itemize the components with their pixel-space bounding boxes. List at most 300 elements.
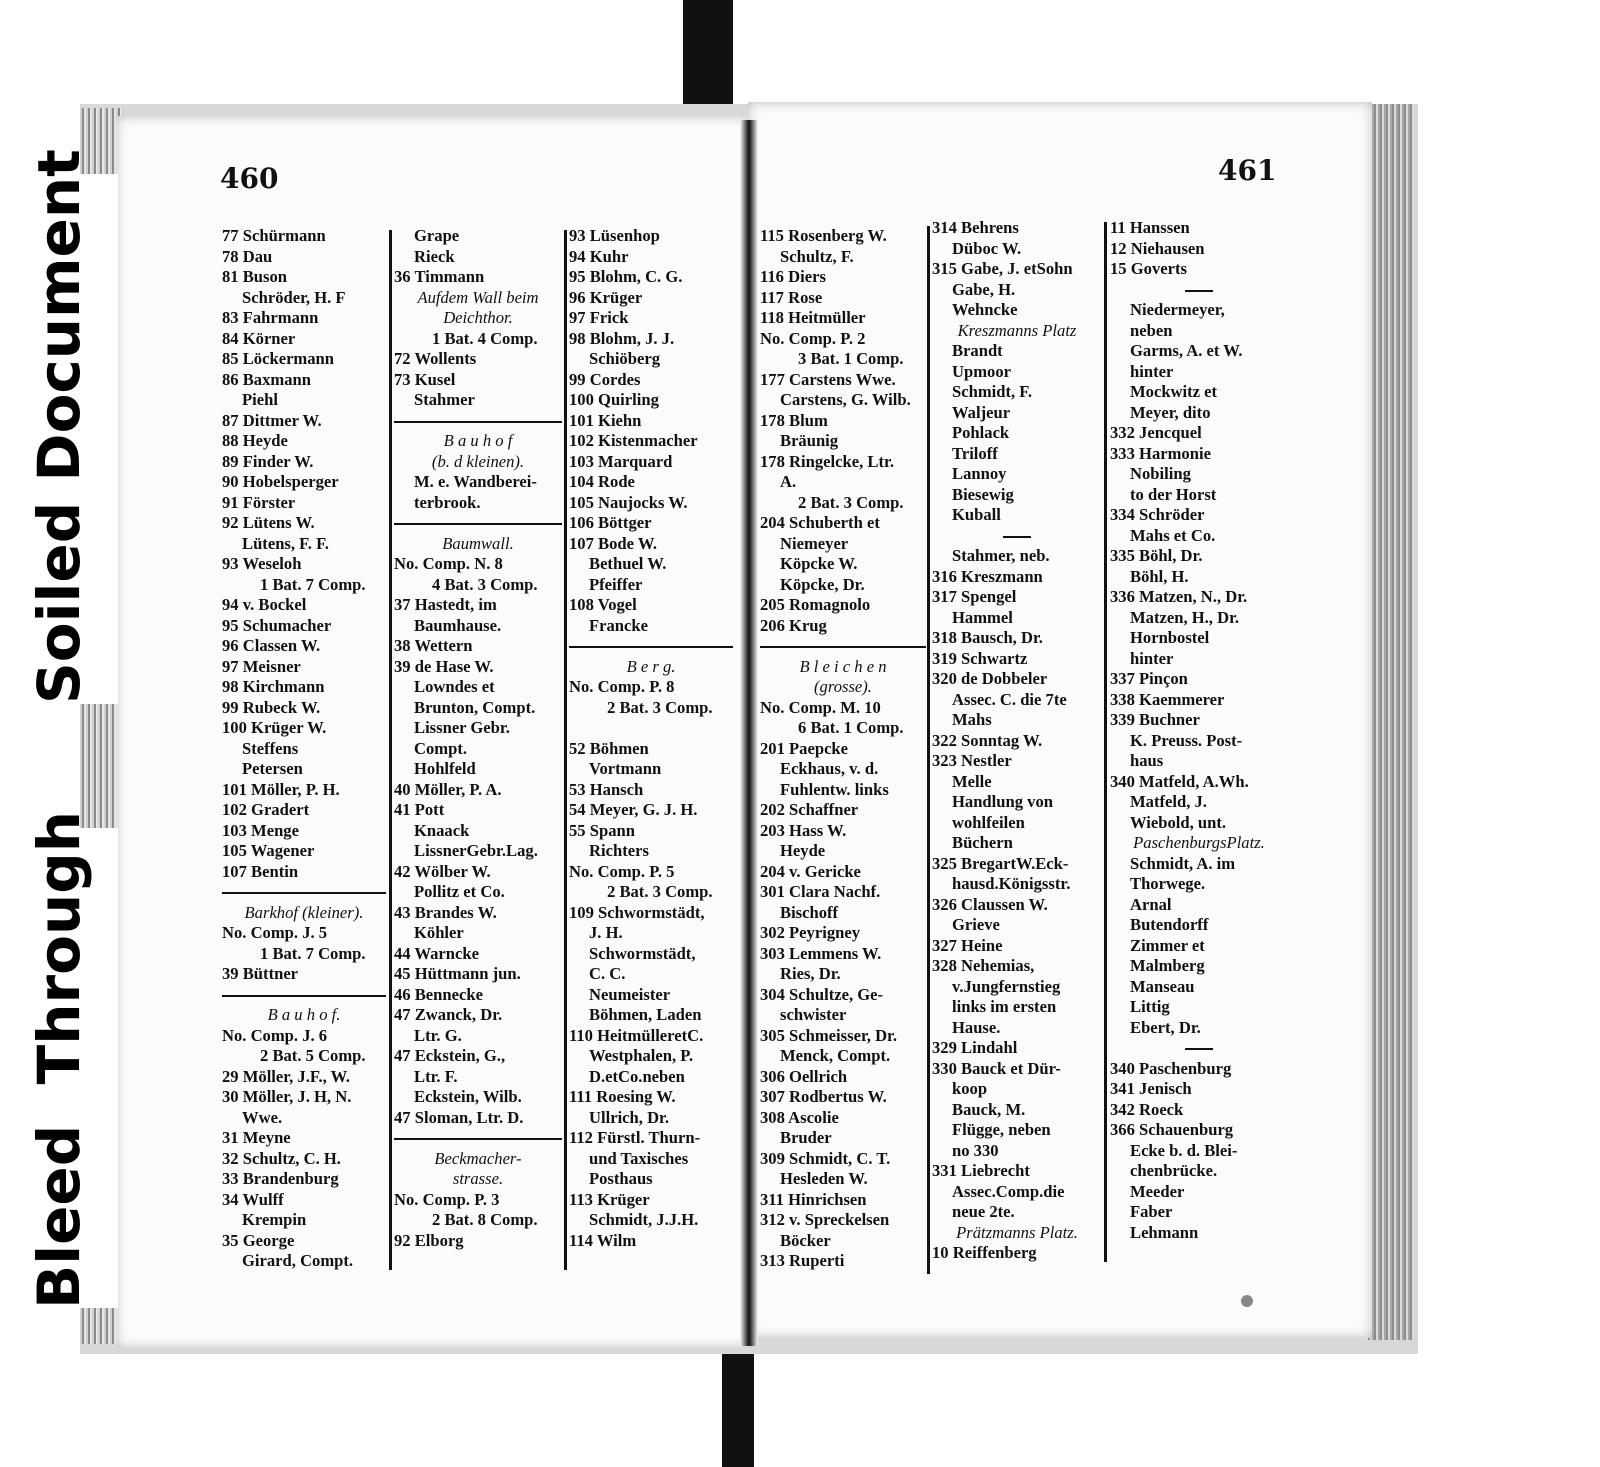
battalion-line: 2 Bat. 5 Comp. (260, 1046, 366, 1065)
directory-entry: 330 Bauck et Dür- (932, 1058, 1061, 1078)
directory-entry: 105 Naujocks W. (569, 492, 688, 512)
directory-column-5 (932, 218, 1102, 1264)
directory-entry: 313 Ruperti (760, 1251, 845, 1270)
directory-entry: Hammel (952, 607, 1013, 627)
directory-entry: Schiöberg (589, 349, 660, 368)
directory-entry: 334 Schröder (1110, 505, 1205, 524)
directory-entry: 11 Hanssen (1110, 218, 1190, 237)
directory-entry: 325 BregartW.Eck- (932, 853, 1069, 873)
directory-entry: 110 HeitmülleretC. (569, 1025, 704, 1045)
directory-entry: 111 Roesing W. (569, 1087, 676, 1106)
directory-entry: Bräunig (780, 431, 839, 450)
directory-entry: 204 Schuberth et (760, 513, 880, 532)
directory-entry: 94 Kuhr (569, 246, 629, 266)
section-heading: (grosse). (814, 677, 872, 696)
directory-entry: 96 Classen W. (222, 636, 321, 655)
directory-entry: Assec.Comp.die (952, 1181, 1065, 1201)
directory-entry: 102 Kistenmacher (569, 431, 698, 450)
ink-spot (1241, 1295, 1253, 1307)
directory-entry: Eckhaus, v. d. (780, 759, 879, 778)
directory-entry: 332 Jencquel (1110, 423, 1202, 442)
directory-entry: Heyde (780, 841, 826, 860)
directory-entry: 333 Harmonie (1110, 443, 1211, 463)
directory-entry: Hesleden W. (780, 1169, 868, 1188)
directory-entry: Bischoff (780, 902, 839, 922)
directory-entry: Wwe. (242, 1107, 283, 1127)
directory-entry: 178 Ringelcke, Ltr. (760, 451, 894, 471)
directory-entry: haus (1130, 751, 1164, 770)
directory-entry: Matzen, H., Dr. (1130, 607, 1240, 627)
section-heading: Deichthor. (443, 308, 513, 327)
directory-entry: M. e. Wandberei- (414, 472, 537, 491)
directory-entry: 78 Dau (222, 246, 273, 266)
column-rule (1104, 222, 1107, 1262)
directory-entry: Niedermeyer, (1130, 300, 1225, 319)
directory-entry: Rieck (414, 246, 455, 266)
directory-entry: v.Jungfernstieg (952, 976, 1061, 996)
directory-entry: Garms, A. et W. (1130, 341, 1243, 360)
directory-entry: Düboc W. (952, 238, 1022, 258)
battalion-line: 1 Bat. 4 Comp. (432, 328, 538, 348)
directory-entry: 329 Lindahl (932, 1038, 1018, 1057)
battalion-line: 2 Bat. 8 Comp. (432, 1210, 538, 1229)
directory-entry: hinter (1130, 648, 1174, 668)
directory-column-1 (222, 226, 386, 1272)
directory-entry: hausd.Königsstr. (952, 874, 1071, 893)
directory-entry: 99 Cordes (569, 369, 641, 389)
directory-entry: 41 Pott (394, 800, 445, 819)
directory-entry: 104 Rode (569, 472, 635, 491)
directory-entry: 312 v. Spreckelsen (760, 1210, 890, 1229)
company-line: No. Comp. J. 5 (222, 923, 328, 942)
directory-entry: 101 Möller, P. H. (222, 779, 340, 799)
section-heading: B a u h o f. (267, 1005, 341, 1024)
directory-entry: 92 Lütens W. (222, 513, 315, 532)
directory-entry: Ebert, Dr. (1130, 1017, 1201, 1037)
directory-entry: 93 Lüsenhop (569, 226, 660, 245)
directory-entry: 91 Förster (222, 492, 296, 512)
directory-entry: 303 Lemmens W. (760, 943, 882, 963)
directory-entry: Ullrich, Dr. (589, 1107, 670, 1127)
directory-entry: Upmoor (952, 361, 1011, 381)
directory-entry: 33 Brandenburg (222, 1169, 339, 1188)
directory-entry: 366 Schauenburg (1110, 1120, 1234, 1139)
directory-entry: Pfeiffer (589, 574, 643, 594)
directory-entry: chenbrücke. (1130, 1161, 1218, 1180)
directory-entry: D.etCo.neben (589, 1066, 685, 1086)
directory-entry: Hause. (952, 1017, 1001, 1037)
directory-entry: 39 Büttner (222, 964, 299, 983)
directory-entry: Waljeur (952, 402, 1011, 422)
section-heading: B e r g. (626, 656, 676, 676)
directory-entry: 31 Meyne (222, 1128, 291, 1147)
directory-entry: 203 Hass W. (760, 820, 847, 840)
battalion-line: 2 Bat. 3 Comp. (607, 697, 713, 717)
directory-entry: 337 Pinçon (1110, 669, 1188, 688)
directory-entry: Manseau (1130, 976, 1195, 996)
section-rule (394, 1128, 562, 1149)
directory-entry: 202 Schaffner (760, 800, 859, 819)
soiled-document-text: Soiled Document (25, 149, 93, 704)
directory-entry: 107 Bode W. (569, 533, 658, 553)
directory-entry: Faber (1130, 1202, 1173, 1221)
directory-entry: 314 Behrens (932, 218, 1019, 237)
directory-entry: 47 Sloman, Ltr. D. (394, 1107, 524, 1127)
book-spine-bottom (722, 1346, 754, 1467)
directory-entry: 45 Hüttmann jun. (394, 964, 521, 983)
directory-entry: Lütens, F. F. (242, 533, 329, 553)
directory-entry: Böhl, H. (1130, 566, 1189, 586)
directory-column-2 (394, 226, 562, 1251)
section-rule (222, 985, 386, 1006)
directory-entry: Krempin (242, 1210, 307, 1229)
directory-entry: 315 Gabe, J. etSohn (932, 259, 1073, 278)
directory-entry: Köpcke W. (780, 554, 858, 573)
directory-entry: Zimmer et (1130, 935, 1205, 955)
directory-entry: Lannoy (952, 464, 1007, 483)
directory-entry: 106 Böttger (569, 513, 652, 532)
directory-entry: Baumhause. (414, 615, 502, 635)
directory-entry: Bruder (780, 1128, 832, 1147)
section-rule (569, 636, 733, 657)
directory-entry: Stahmer, neb. (952, 546, 1050, 565)
directory-entry: 94 v. Bockel (222, 595, 307, 614)
directory-entry: 89 Finder W. (222, 451, 314, 471)
directory-entry: Pollitz et Co. (414, 882, 505, 901)
directory-entry: 10 Reiffenberg (932, 1243, 1037, 1262)
directory-entry: 100 Quirling (569, 390, 659, 409)
directory-entry: Thorwege. (1130, 874, 1206, 893)
directory-entry: Petersen (242, 759, 303, 778)
directory-entry: 206 Krug (760, 615, 827, 635)
directory-entry: 306 Oellrich (760, 1066, 848, 1086)
directory-entry: 327 Heine (932, 935, 1003, 955)
directory-entry: 301 Clara Nachf. (760, 882, 881, 901)
directory-entry: Flügge, neben (952, 1120, 1051, 1139)
directory-entry: Malmberg (1130, 956, 1205, 975)
directory-entry: 29 Möller, J.F., W. (222, 1066, 350, 1086)
directory-entry: 103 Menge (222, 820, 299, 840)
directory-entry: 204 v. Gericke (760, 861, 861, 881)
directory-entry: 331 Liebrecht (932, 1161, 1030, 1180)
directory-entry: Vortmann (589, 759, 662, 778)
directory-entry: 90 Hobelsperger (222, 472, 339, 491)
directory-entry: 99 Rubeck W. (222, 697, 321, 717)
directory-entry: Stahmer (414, 390, 475, 409)
directory-entry: 47 Eckstein, G., (394, 1046, 506, 1065)
directory-entry (569, 718, 733, 739)
directory-entry: Pohlack (952, 423, 1010, 442)
battalion-line: 3 Bat. 1 Comp. (798, 349, 904, 368)
directory-entry: 304 Schultze, Ge- (760, 984, 884, 1004)
battalion-line: 1 Bat. 7 Comp. (260, 943, 366, 963)
book-gutter (740, 120, 758, 1346)
directory-entry: Meyer, dito (1130, 402, 1211, 422)
section-rule (760, 636, 926, 657)
directory-entry: 88 Heyde (222, 431, 288, 450)
section-heading: Beckmacher- (434, 1148, 522, 1168)
directory-entry: Schmidt, A. im (1130, 853, 1236, 873)
directory-entry: 100 Krüger W. (222, 718, 327, 737)
directory-entry: Littig (1130, 997, 1170, 1016)
section-heading: PaschenburgsPlatz. (1133, 833, 1265, 852)
directory-entry: neue 2te. (952, 1202, 1015, 1221)
directory-entry: 37 Hastedt, im (394, 595, 497, 614)
section-heading: Aufdem Wall beim (417, 287, 539, 307)
directory-entry: und Taxisches (589, 1148, 689, 1168)
directory-entry: Mahs (952, 710, 992, 729)
section-heading: B l e i c h e n (799, 656, 887, 676)
directory-entry: 116 Diers (760, 267, 826, 286)
directory-entry: Gabe, H. (952, 279, 1016, 299)
column-rule (389, 230, 392, 1270)
directory-entry: Schröder, H. F (242, 287, 346, 307)
directory-entry: Brandt (952, 341, 1003, 360)
directory-entry: 205 Romagnolo (760, 595, 871, 614)
directory-entry: Hornbostel (1130, 628, 1210, 647)
battalion-line: 1 Bat. 7 Comp. (260, 574, 366, 594)
directory-entry: Knaack (414, 820, 470, 840)
directory-entry: Wiebold, unt. (1130, 812, 1227, 832)
directory-entry: 87 Dittmer W. (222, 410, 322, 430)
directory-entry: J. H. (589, 923, 623, 942)
battalion-line: 2 Bat. 3 Comp. (607, 882, 713, 901)
directory-entry: Matfeld, J. (1130, 792, 1207, 811)
company-line: No. Comp. J. 6 (222, 1025, 328, 1045)
directory-entry: 335 Böhl, Dr. (1110, 546, 1203, 565)
directory-entry: 107 Bentin (222, 861, 299, 881)
directory-entry: 302 Peyrigney (760, 923, 861, 942)
section-rule (222, 882, 386, 903)
directory-entry: 53 Hansch (569, 779, 644, 799)
directory-entry: 43 Brandes W. (394, 902, 497, 922)
directory-entry: 322 Sonntag W. (932, 730, 1043, 750)
directory-entry: Schmidt, J.J.H. (589, 1210, 699, 1229)
directory-entry: 95 Schumacher (222, 615, 332, 635)
directory-entry: 96 Krüger (569, 287, 643, 307)
directory-entry: Richters (589, 841, 649, 860)
section-dash (932, 526, 1102, 547)
directory-entry: 177 Carstens Wwe. (760, 369, 896, 389)
section-rule (394, 411, 562, 432)
directory-entry: Mockwitz et (1130, 382, 1218, 401)
directory-entry: 77 Schürmann (222, 226, 326, 245)
directory-entry: Arnal (1130, 894, 1172, 914)
directory-entry: Büchern (952, 833, 1013, 852)
directory-entry: 117 Rose (760, 287, 823, 307)
directory-entry: Butendorff (1130, 915, 1209, 934)
section-heading: Kreszmanns Platz (957, 320, 1077, 340)
directory-entry: links im ersten (952, 997, 1057, 1016)
directory-entry: Triloff (952, 443, 998, 463)
directory-entry: Fuhlentw. links (780, 779, 889, 799)
directory-entry: to der Horst (1130, 484, 1217, 504)
directory-entry: no 330 (952, 1140, 999, 1160)
directory-entry: 108 Vogel (569, 595, 637, 614)
soiled-document-label (0, 149, 118, 704)
directory-entry: 308 Ascolie (760, 1107, 839, 1127)
directory-entry: 97 Frick (569, 308, 629, 327)
directory-entry: 98 Blohm, J. J. (569, 328, 675, 348)
directory-entry: 97 Meisner (222, 656, 301, 676)
directory-entry: 319 Schwartz (932, 648, 1028, 668)
section-heading: (b. d kleinen). (431, 451, 525, 471)
directory-entry: 341 Jenisch (1110, 1079, 1192, 1098)
directory-entry: Ecke b. d. Blei- (1130, 1140, 1238, 1160)
left-page-number: 460 (220, 162, 279, 195)
directory-entry: 307 Rodbertus W. (760, 1087, 887, 1106)
battalion-line: 4 Bat. 3 Comp. (432, 574, 538, 594)
directory-entry: 38 Wettern (394, 636, 473, 655)
directory-entry: Schultz, F. (780, 246, 854, 266)
directory-entry: Grieve (952, 915, 1000, 934)
directory-entry: Böcker (780, 1230, 831, 1250)
section-dash (1110, 1038, 1288, 1059)
column-rule (564, 230, 567, 1270)
directory-entry: 103 Marquard (569, 451, 673, 471)
directory-entry: Assec. C. die 7te (952, 689, 1067, 709)
directory-entry: Francke (589, 615, 648, 635)
directory-entry: 113 Krüger (569, 1189, 650, 1209)
directory-entry: 317 Spengel (932, 587, 1017, 606)
section-dash (1110, 280, 1288, 301)
directory-entry: Carstens, G. Wilb. (780, 390, 911, 409)
directory-entry: 46 Bennecke (394, 984, 483, 1004)
directory-entry: 112 Fürstl. Thurn- (569, 1128, 701, 1147)
directory-entry: 47 Zwanck, Dr. (394, 1005, 503, 1024)
directory-entry: Mahs et Co. (1130, 525, 1216, 545)
directory-entry: Piehl (242, 390, 278, 409)
directory-entry: Hohlfeld (414, 759, 476, 778)
directory-entry: A. (780, 472, 797, 491)
company-line: No. Comp. P. 3 (394, 1189, 500, 1209)
directory-entry: 72 Wollents (394, 349, 477, 368)
right-page-number: 461 (1218, 154, 1277, 187)
directory-entry: 340 Matfeld, A.Wh. (1110, 771, 1249, 791)
directory-entry: Westphalen, P. (589, 1046, 694, 1065)
directory-entry: 342 Roeck (1110, 1099, 1184, 1119)
company-line: No. Comp. P. 8 (569, 677, 675, 696)
directory-entry: 85 Löckermann (222, 349, 335, 368)
directory-column-3 (569, 226, 733, 1251)
directory-entry: 98 Kirchmann (222, 677, 325, 696)
directory-entry: C. C. (589, 964, 626, 983)
section-heading: B a u h o f (443, 431, 513, 450)
battalion-line: 2 Bat. 3 Comp. (798, 492, 904, 512)
directory-entry: 39 de Hase W. (394, 656, 494, 676)
directory-entry: 309 Schmidt, C. T. (760, 1148, 891, 1168)
directory-entry: 84 Körner (222, 328, 296, 348)
directory-entry: LissnerGebr.Lag. (414, 841, 538, 860)
directory-entry: 55 Spann (569, 820, 635, 840)
directory-entry: Brunton, Compt. (414, 697, 536, 717)
section-heading: Barkhof (kleiner). (244, 902, 364, 922)
directory-entry: Niemeyer (780, 533, 849, 553)
directory-entry: 35 George (222, 1230, 295, 1250)
battalion-line: 6 Bat. 1 Comp. (798, 718, 904, 737)
company-line: No. Comp. M. 10 (760, 697, 881, 717)
directory-entry: Posthaus (589, 1169, 653, 1188)
directory-entry: Compt. (414, 738, 468, 758)
directory-entry: 81 Buson (222, 267, 288, 286)
directory-entry: 109 Schwormstädt, (569, 902, 705, 922)
directory-entry: 34 Wulff (222, 1189, 284, 1209)
directory-entry: 52 Böhmen (569, 738, 649, 758)
directory-entry: Lissner Gebr. (414, 718, 510, 737)
directory-entry: Schwormstädt, (589, 943, 696, 963)
directory-entry: neben (1130, 320, 1173, 340)
directory-entry: 42 Wölber W. (394, 861, 491, 881)
directory-entry: 201 Paepcke (760, 738, 849, 758)
page-edges-right (1368, 104, 1414, 1340)
directory-column-6 (1110, 218, 1288, 1243)
directory-entry: Neumeister (589, 984, 671, 1004)
directory-entry: 118 Heitmüller (760, 308, 866, 327)
directory-entry: Bauck, M. (952, 1099, 1026, 1119)
directory-entry: Girard, Compt. (242, 1251, 354, 1270)
directory-entry: Schmidt, F. (952, 382, 1033, 401)
directory-entry: 305 Schmeisser, Dr. (760, 1025, 898, 1045)
directory-entry: 95 Blohm, C. G. (569, 267, 683, 286)
directory-entry: 328 Nehemias, (932, 956, 1035, 975)
book-spine-top (683, 0, 733, 112)
directory-entry: 326 Claussen W. (932, 894, 1048, 914)
section-rule (394, 513, 562, 534)
directory-entry: Köhler (414, 923, 464, 942)
directory-entry: 83 Fahrmann (222, 308, 319, 327)
directory-entry: Böhmen, Laden (589, 1005, 702, 1024)
directory-entry: K. Preuss. Post- (1130, 730, 1243, 750)
directory-entry: 32 Schultz, C. H. (222, 1148, 341, 1168)
bleed-through-text: Bleed Through (25, 810, 93, 1309)
directory-entry: Menck, Compt. (780, 1046, 891, 1065)
directory-entry: hinter (1130, 361, 1174, 381)
directory-entry: 15 Goverts (1110, 259, 1187, 278)
directory-entry: Steffens (242, 738, 299, 758)
directory-entry: 311 Hinrichsen (760, 1189, 867, 1209)
section-heading: Prätzmanns Platz. (956, 1222, 1078, 1242)
bleed-through-label (0, 810, 118, 1309)
directory-entry: Kuball (952, 505, 1001, 524)
section-heading: strasse. (452, 1169, 504, 1188)
directory-entry: 36 Timmann (394, 267, 485, 286)
directory-entry: 92 Elborg (394, 1230, 464, 1250)
directory-entry: Ltr. G. (414, 1025, 462, 1045)
company-line: No. Comp. N. 8 (394, 554, 503, 573)
directory-entry: schwister (780, 1005, 847, 1024)
directory-entry: 115 Rosenberg W. (760, 226, 887, 245)
company-line: No. Comp. P. 5 (569, 861, 675, 881)
company-line: No. Comp. P. 2 (760, 328, 866, 348)
directory-entry: terbrook. (414, 492, 481, 512)
directory-entry: 102 Gradert (222, 800, 310, 819)
directory-entry: Wehncke (952, 300, 1018, 319)
directory-entry: Nobiling (1130, 464, 1191, 483)
directory-entry: Bethuel W. (589, 554, 667, 573)
directory-entry: 44 Warncke (394, 943, 479, 963)
directory-entry: 318 Bausch, Dr. (932, 628, 1043, 647)
directory-entry: Eckstein, Wilb. (414, 1087, 522, 1106)
directory-entry: Handlung von (952, 792, 1053, 811)
directory-entry: 40 Möller, P. A. (394, 779, 502, 799)
directory-entry: 178 Blum (760, 410, 828, 430)
directory-entry: 30 Möller, J. H, N. (222, 1087, 352, 1106)
directory-entry: 86 Baxmann (222, 369, 311, 389)
directory-entry: 114 Wilm (569, 1230, 637, 1250)
directory-entry: 320 de Dobbeler (932, 669, 1048, 688)
column-rule (927, 226, 930, 1274)
directory-entry: Grape (414, 226, 460, 245)
